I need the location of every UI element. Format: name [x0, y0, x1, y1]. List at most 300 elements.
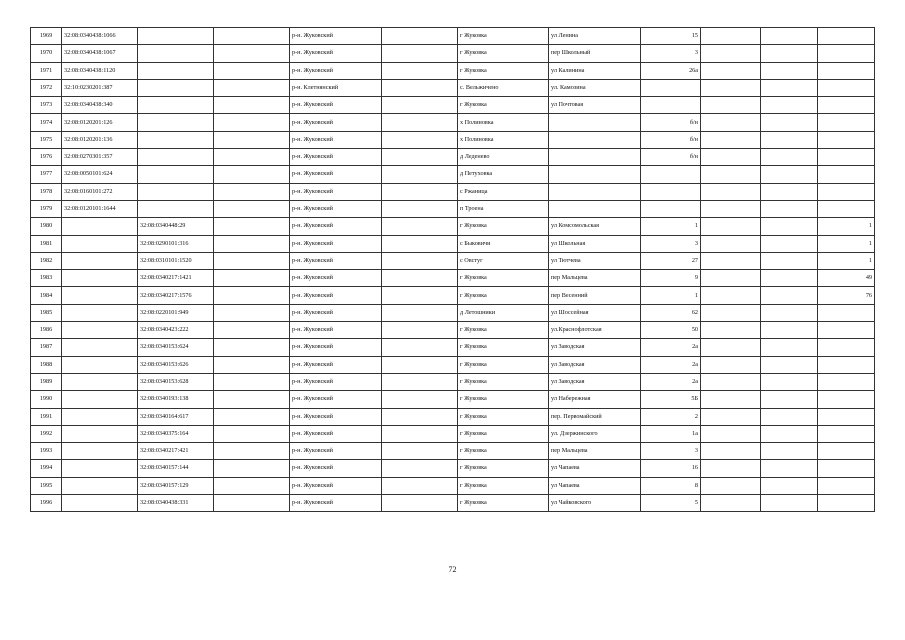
cadastral-number-cell: [62, 287, 138, 304]
apartment-cell: [818, 200, 875, 217]
row-number-cell: 1975: [31, 131, 62, 148]
locality-cell: г Жуковка: [458, 62, 549, 79]
empty-cell: [761, 235, 818, 252]
street-cell: пер Мальцева: [549, 270, 641, 287]
street-cell: [549, 149, 641, 166]
cadastral-number-2-cell: 32:08:0340448:29: [138, 218, 214, 235]
table-row: [31, 114, 875, 131]
table-row: [31, 425, 875, 442]
empty-cell: [701, 443, 761, 460]
row-number-cell: 1989: [31, 373, 62, 390]
cadastral-number-2-cell: 32:08:0340193:138: [138, 391, 214, 408]
empty-cell: [382, 287, 458, 304]
locality-cell: г Жуковка: [458, 287, 549, 304]
empty-cell: [214, 495, 290, 512]
empty-cell: [382, 114, 458, 131]
empty-cell: [382, 200, 458, 217]
house-cell: 3: [641, 235, 701, 252]
cadastral-number-2-cell: [138, 183, 214, 200]
empty-cell: [761, 114, 818, 131]
street-cell: [549, 131, 641, 148]
empty-cell: [701, 373, 761, 390]
cadastral-number-cell: [62, 443, 138, 460]
empty-cell: [761, 149, 818, 166]
empty-cell: [382, 391, 458, 408]
street-cell: пер Весенний: [549, 287, 641, 304]
empty-cell: [761, 356, 818, 373]
apartment-cell: [818, 425, 875, 442]
apartment-cell: [818, 62, 875, 79]
empty-cell: [382, 304, 458, 321]
cadastral-number-cell: 32:08:0340438:1067: [62, 45, 138, 62]
empty-cell: [214, 218, 290, 235]
district-cell: р-н. Жуковский: [290, 200, 382, 217]
cadastral-number-2-cell: [138, 114, 214, 131]
apartment-cell: [818, 443, 875, 460]
locality-cell: г Жуковка: [458, 356, 549, 373]
empty-cell: [761, 183, 818, 200]
empty-cell: [701, 149, 761, 166]
locality-cell: г Жуковка: [458, 373, 549, 390]
house-cell: [641, 97, 701, 114]
apartment-cell: [818, 460, 875, 477]
table-row: [31, 443, 875, 460]
empty-cell: [214, 270, 290, 287]
table-row: [31, 200, 875, 217]
cadastral-number-cell: [62, 304, 138, 321]
apartment-cell: [818, 114, 875, 131]
locality-cell: х Полиновка: [458, 131, 549, 148]
cadastral-number-cell: 32:08:0340438:1120: [62, 62, 138, 79]
district-cell: р-н. Жуковский: [290, 304, 382, 321]
district-cell: р-н. Жуковский: [290, 408, 382, 425]
cadastral-number-2-cell: 32:08:0340157:144: [138, 460, 214, 477]
table-row: [31, 131, 875, 148]
empty-cell: [761, 45, 818, 62]
empty-cell: [761, 391, 818, 408]
street-cell: пер. Первомайский: [549, 408, 641, 425]
page-number: 72: [448, 565, 457, 574]
table-row: [31, 373, 875, 390]
row-number-cell: 1974: [31, 114, 62, 131]
empty-cell: [761, 408, 818, 425]
cadastral-number-cell: [62, 477, 138, 494]
empty-cell: [701, 200, 761, 217]
street-cell: ул Заводская: [549, 356, 641, 373]
table-row: [31, 270, 875, 287]
empty-cell: [214, 477, 290, 494]
empty-cell: [701, 97, 761, 114]
empty-cell: [214, 408, 290, 425]
cadastral-number-2-cell: [138, 79, 214, 96]
empty-cell: [701, 166, 761, 183]
table-row: [31, 460, 875, 477]
row-number-cell: 1971: [31, 62, 62, 79]
cadastral-number-cell: [62, 495, 138, 512]
district-cell: р-н. Клетнянский: [290, 79, 382, 96]
apartment-cell: [818, 28, 875, 45]
cadastral-number-cell: [62, 339, 138, 356]
house-cell: 3: [641, 443, 701, 460]
empty-cell: [761, 252, 818, 269]
cadastral-number-cell: 32:10:0230201:387: [62, 79, 138, 96]
street-cell: [549, 200, 641, 217]
row-number-cell: 1988: [31, 356, 62, 373]
house-cell: 26а: [641, 62, 701, 79]
table-row: [31, 339, 875, 356]
street-cell: ул Шоссейная: [549, 304, 641, 321]
row-number-cell: 1987: [31, 339, 62, 356]
district-cell: р-н. Жуковский: [290, 114, 382, 131]
street-cell: ул. Дзержинского: [549, 425, 641, 442]
empty-cell: [701, 114, 761, 131]
district-cell: р-н. Жуковский: [290, 322, 382, 339]
cadastral-number-cell: 32:08:0050101:624: [62, 166, 138, 183]
locality-cell: д Летошники: [458, 304, 549, 321]
empty-cell: [701, 79, 761, 96]
empty-cell: [701, 28, 761, 45]
table-row: [31, 218, 875, 235]
street-cell: [549, 183, 641, 200]
row-number-cell: 1972: [31, 79, 62, 96]
locality-cell: г Жуковка: [458, 391, 549, 408]
apartment-cell: [818, 79, 875, 96]
apartment-cell: [818, 45, 875, 62]
street-cell: [549, 114, 641, 131]
house-cell: [641, 183, 701, 200]
cadastral-number-2-cell: [138, 45, 214, 62]
district-cell: р-н. Жуковский: [290, 495, 382, 512]
district-cell: р-н. Жуковский: [290, 166, 382, 183]
apartment-cell: [818, 356, 875, 373]
apartment-cell: [818, 166, 875, 183]
cadastral-number-cell: [62, 460, 138, 477]
street-cell: ул Чапаева: [549, 460, 641, 477]
locality-cell: г Жуковка: [458, 97, 549, 114]
house-cell: 3: [641, 45, 701, 62]
house-cell: 2а: [641, 356, 701, 373]
apartment-cell: 1: [818, 235, 875, 252]
house-cell: 2а: [641, 373, 701, 390]
apartment-cell: [818, 477, 875, 494]
street-cell: ул Калинина: [549, 62, 641, 79]
cadastral-number-2-cell: [138, 28, 214, 45]
empty-cell: [701, 235, 761, 252]
district-cell: р-н. Жуковский: [290, 270, 382, 287]
empty-cell: [761, 79, 818, 96]
empty-cell: [382, 339, 458, 356]
locality-cell: г Жуковка: [458, 495, 549, 512]
cadastral-number-2-cell: [138, 200, 214, 217]
table-row: [31, 391, 875, 408]
row-number-cell: 1976: [31, 149, 62, 166]
house-cell: 50: [641, 322, 701, 339]
cadastral-number-2-cell: [138, 149, 214, 166]
row-number-cell: 1981: [31, 235, 62, 252]
street-cell: ул Заводская: [549, 339, 641, 356]
apartment-cell: [818, 131, 875, 148]
locality-cell: г Жуковка: [458, 218, 549, 235]
row-number-cell: 1982: [31, 252, 62, 269]
empty-cell: [382, 62, 458, 79]
house-cell: 16: [641, 460, 701, 477]
empty-cell: [701, 131, 761, 148]
street-cell: пер Школьный: [549, 45, 641, 62]
row-number-cell: 1986: [31, 322, 62, 339]
locality-cell: г Жуковка: [458, 339, 549, 356]
empty-cell: [701, 408, 761, 425]
apartment-cell: 1: [818, 252, 875, 269]
district-cell: р-н. Жуковский: [290, 477, 382, 494]
locality-cell: п Троена: [458, 200, 549, 217]
house-cell: 5Б: [641, 391, 701, 408]
locality-cell: д Петуховка: [458, 166, 549, 183]
district-cell: р-н. Жуковский: [290, 235, 382, 252]
table-row: [31, 495, 875, 512]
district-cell: р-н. Жуковский: [290, 218, 382, 235]
house-cell: 9: [641, 270, 701, 287]
row-number-cell: 1970: [31, 45, 62, 62]
empty-cell: [701, 322, 761, 339]
street-cell: пер Мальцева: [549, 443, 641, 460]
cadastral-number-2-cell: [138, 166, 214, 183]
street-cell: ул Комсомольская: [549, 218, 641, 235]
cadastral-number-2-cell: [138, 131, 214, 148]
district-cell: р-н. Жуковский: [290, 287, 382, 304]
empty-cell: [214, 322, 290, 339]
empty-cell: [214, 373, 290, 390]
district-cell: р-н. Жуковский: [290, 425, 382, 442]
table-body: [31, 28, 875, 512]
empty-cell: [701, 183, 761, 200]
empty-cell: [701, 304, 761, 321]
cadastral-number-cell: 32:08:0340438:340: [62, 97, 138, 114]
empty-cell: [701, 391, 761, 408]
cadastral-number-2-cell: [138, 62, 214, 79]
empty-cell: [761, 166, 818, 183]
empty-cell: [761, 443, 818, 460]
house-cell: 2а: [641, 339, 701, 356]
locality-cell: г Жуковка: [458, 460, 549, 477]
house-cell: б/н: [641, 149, 701, 166]
table-row: [31, 322, 875, 339]
apartment-cell: [818, 339, 875, 356]
row-number-cell: 1969: [31, 28, 62, 45]
empty-cell: [701, 218, 761, 235]
empty-cell: [214, 356, 290, 373]
district-cell: р-н. Жуковский: [290, 62, 382, 79]
locality-cell: г Жуковка: [458, 322, 549, 339]
locality-cell: х Полиновка: [458, 114, 549, 131]
apartment-cell: 76: [818, 287, 875, 304]
empty-cell: [382, 322, 458, 339]
district-cell: р-н. Жуковский: [290, 443, 382, 460]
locality-cell: г Жуковка: [458, 408, 549, 425]
empty-cell: [382, 425, 458, 442]
cadastral-number-2-cell: 32:08:0340153:626: [138, 356, 214, 373]
empty-cell: [701, 45, 761, 62]
cadastral-number-2-cell: 32:08:0290101:316: [138, 235, 214, 252]
empty-cell: [761, 322, 818, 339]
cadastral-number-cell: [62, 408, 138, 425]
cadastral-number-cell: [62, 425, 138, 442]
empty-cell: [214, 425, 290, 442]
empty-cell: [701, 252, 761, 269]
empty-cell: [214, 304, 290, 321]
empty-cell: [761, 200, 818, 217]
cadastral-number-2-cell: 32:08:0340217:1576: [138, 287, 214, 304]
row-number-cell: 1996: [31, 495, 62, 512]
locality-cell: с Быковичи: [458, 235, 549, 252]
table-row: [31, 166, 875, 183]
empty-cell: [701, 495, 761, 512]
empty-cell: [382, 183, 458, 200]
district-cell: р-н. Жуковский: [290, 391, 382, 408]
table-row: [31, 304, 875, 321]
empty-cell: [761, 97, 818, 114]
table-row: [31, 149, 875, 166]
empty-cell: [214, 131, 290, 148]
house-cell: [641, 200, 701, 217]
empty-cell: [701, 287, 761, 304]
cadastral-number-cell: 32:08:0340438:1066: [62, 28, 138, 45]
street-cell: ул Заводская: [549, 373, 641, 390]
street-cell: ул. Камозина: [549, 79, 641, 96]
empty-cell: [214, 45, 290, 62]
empty-cell: [382, 149, 458, 166]
empty-cell: [761, 425, 818, 442]
row-number-cell: 1983: [31, 270, 62, 287]
empty-cell: [214, 166, 290, 183]
street-cell: ул Набережная: [549, 391, 641, 408]
row-number-cell: 1977: [31, 166, 62, 183]
district-cell: р-н. Жуковский: [290, 149, 382, 166]
cadastral-number-2-cell: 32:08:0340217:421: [138, 443, 214, 460]
empty-cell: [701, 339, 761, 356]
street-cell: ул Почтовая: [549, 97, 641, 114]
empty-cell: [214, 443, 290, 460]
locality-cell: с Овстуг: [458, 252, 549, 269]
apartment-cell: 1: [818, 218, 875, 235]
district-cell: р-н. Жуковский: [290, 45, 382, 62]
table-row: [31, 62, 875, 79]
empty-cell: [701, 477, 761, 494]
empty-cell: [761, 495, 818, 512]
house-cell: 27: [641, 252, 701, 269]
row-number-cell: 1994: [31, 460, 62, 477]
empty-cell: [701, 356, 761, 373]
locality-cell: с Ржаница: [458, 183, 549, 200]
cadastral-number-cell: 32:08:0270301:357: [62, 149, 138, 166]
table-row: [31, 183, 875, 200]
street-cell: ул Школьная: [549, 235, 641, 252]
locality-cell: г Жуковка: [458, 443, 549, 460]
empty-cell: [214, 287, 290, 304]
empty-cell: [214, 252, 290, 269]
table-row: [31, 235, 875, 252]
empty-cell: [382, 45, 458, 62]
row-number-cell: 1979: [31, 200, 62, 217]
district-cell: р-н. Жуковский: [290, 252, 382, 269]
cadastral-number-cell: [62, 252, 138, 269]
cadastral-number-2-cell: 32:08:0340217:1421: [138, 270, 214, 287]
empty-cell: [382, 131, 458, 148]
district-cell: р-н. Жуковский: [290, 373, 382, 390]
apartment-cell: [818, 97, 875, 114]
apartment-cell: 49: [818, 270, 875, 287]
cadastral-number-2-cell: 32:08:0340375:164: [138, 425, 214, 442]
cadastral-number-cell: [62, 270, 138, 287]
table-row: [31, 79, 875, 96]
cadastral-number-2-cell: [138, 97, 214, 114]
cadastral-number-2-cell: 32:08:0340157:129: [138, 477, 214, 494]
cadastral-number-2-cell: 32:08:0340164:617: [138, 408, 214, 425]
empty-cell: [382, 443, 458, 460]
cadastral-number-cell: 32:08:0160101:272: [62, 183, 138, 200]
street-cell: ул Чайковского: [549, 495, 641, 512]
cadastral-number-cell: 32:08:0120201:136: [62, 131, 138, 148]
records-table: [30, 27, 875, 512]
cadastral-number-cell: [62, 218, 138, 235]
empty-cell: [382, 166, 458, 183]
cadastral-number-cell: [62, 235, 138, 252]
district-cell: р-н. Жуковский: [290, 97, 382, 114]
row-number-cell: 1992: [31, 425, 62, 442]
locality-cell: г Жуковка: [458, 477, 549, 494]
cadastral-number-2-cell: 32:08:0340438:331: [138, 495, 214, 512]
house-cell: [641, 166, 701, 183]
cadastral-number-cell: [62, 391, 138, 408]
empty-cell: [761, 460, 818, 477]
empty-cell: [214, 391, 290, 408]
empty-cell: [214, 97, 290, 114]
apartment-cell: [818, 495, 875, 512]
row-number-cell: 1973: [31, 97, 62, 114]
district-cell: р-н. Жуковский: [290, 356, 382, 373]
row-number-cell: 1978: [31, 183, 62, 200]
cadastral-number-cell: [62, 356, 138, 373]
house-cell: 15: [641, 28, 701, 45]
house-cell: 2: [641, 408, 701, 425]
empty-cell: [214, 79, 290, 96]
empty-cell: [382, 270, 458, 287]
cadastral-number-cell: [62, 322, 138, 339]
empty-cell: [761, 131, 818, 148]
cadastral-number-cell: 32:08:0120201:126: [62, 114, 138, 131]
house-cell: б/н: [641, 131, 701, 148]
empty-cell: [382, 477, 458, 494]
empty-cell: [214, 235, 290, 252]
district-cell: р-н. Жуковский: [290, 183, 382, 200]
cadastral-number-cell: [62, 373, 138, 390]
empty-cell: [214, 28, 290, 45]
table-row: [31, 477, 875, 494]
cadastral-number-2-cell: 32:08:0340153:628: [138, 373, 214, 390]
empty-cell: [214, 460, 290, 477]
apartment-cell: [818, 391, 875, 408]
locality-cell: г Жуковка: [458, 270, 549, 287]
row-number-cell: 1993: [31, 443, 62, 460]
empty-cell: [761, 373, 818, 390]
empty-cell: [382, 252, 458, 269]
empty-cell: [761, 28, 818, 45]
house-cell: [641, 79, 701, 96]
house-cell: 1: [641, 287, 701, 304]
cadastral-number-2-cell: 32:08:0340423:222: [138, 322, 214, 339]
house-cell: 1а: [641, 425, 701, 442]
locality-cell: г Жуковка: [458, 28, 549, 45]
empty-cell: [761, 287, 818, 304]
